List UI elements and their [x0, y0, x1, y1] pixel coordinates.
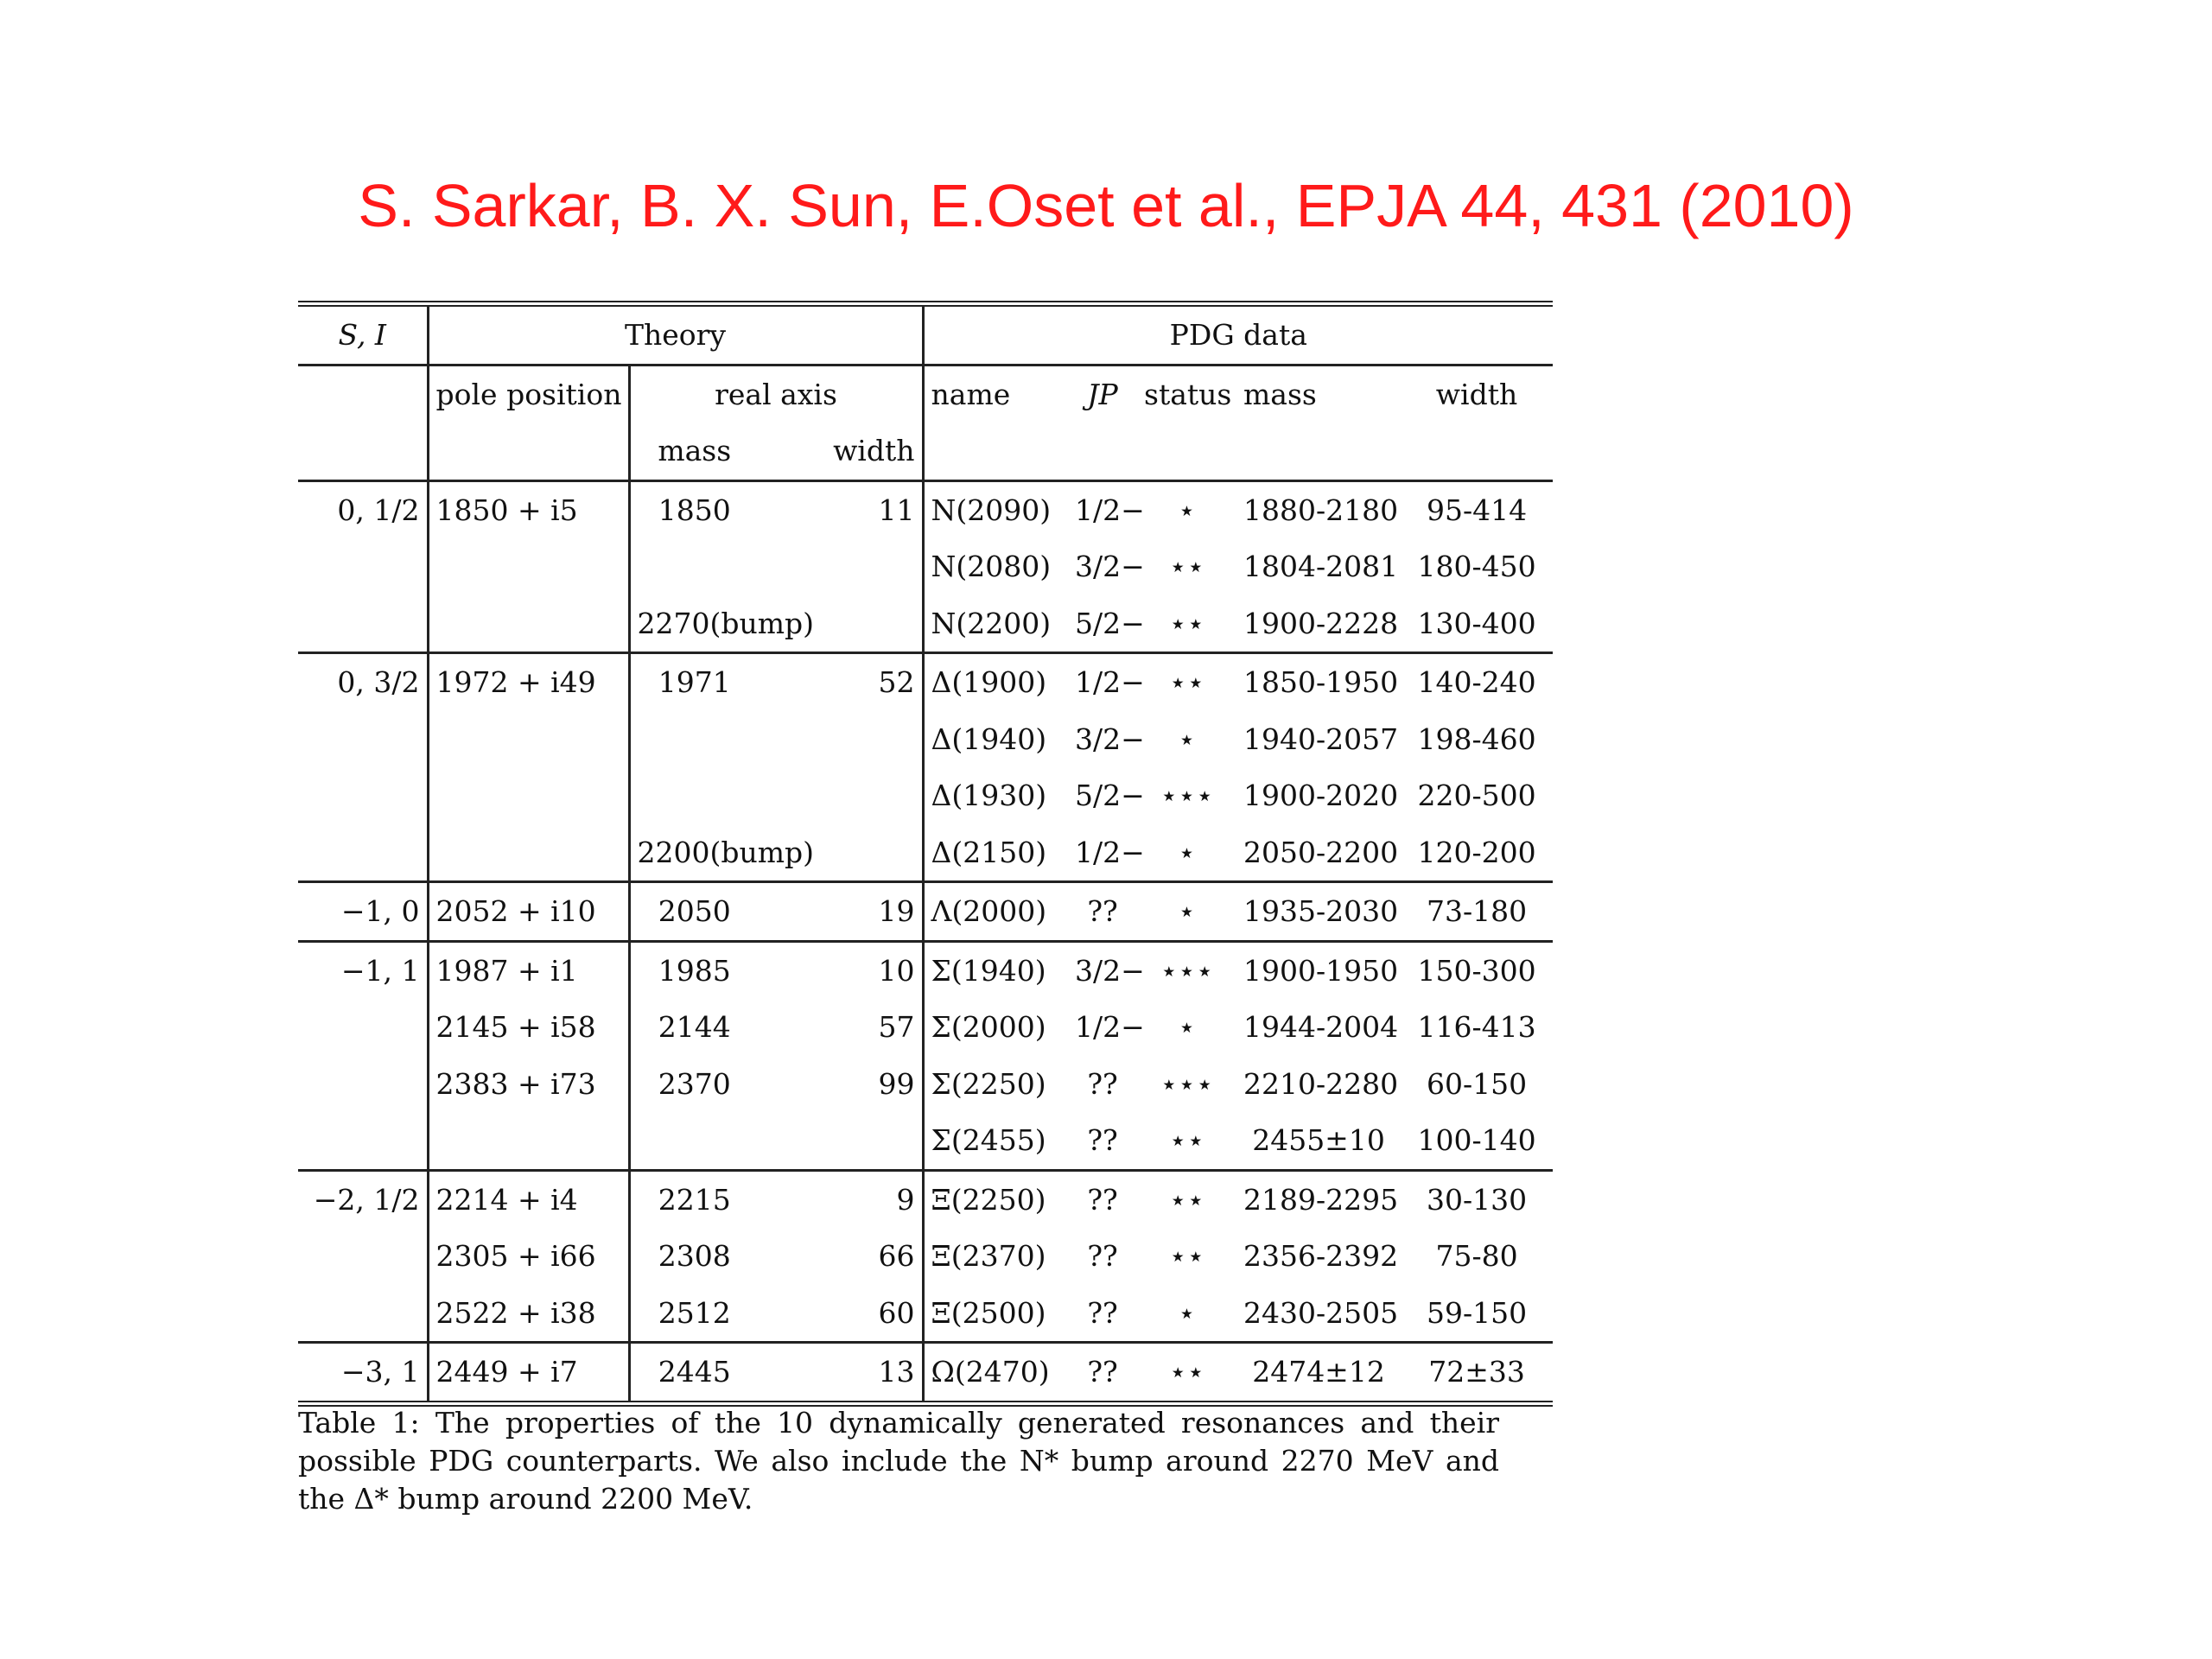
cell-name: Σ(1940)	[923, 941, 1068, 999]
cell-width: 198-460	[1417, 721, 1536, 756]
header-mass: mass	[1243, 377, 1317, 411]
cell-jp: 5/2−	[1068, 595, 1137, 653]
cell-width: 59-150	[1401, 1285, 1553, 1343]
cell-width: 30-130	[1426, 1182, 1528, 1217]
cell-real-axis-mass: 2370	[629, 1056, 759, 1113]
cell-real-axis-mass: 2445	[629, 1343, 759, 1404]
header-real-axis-width: width	[759, 423, 923, 480]
cell-pole-position: 2214 + i4	[428, 1170, 629, 1228]
cell-name: N(2090)	[923, 480, 1068, 538]
cell-real-axis-width: 9	[896, 1182, 915, 1217]
cell-pole-position	[428, 595, 629, 653]
cell-pole-position: 2305 + i66	[428, 1228, 629, 1285]
cell-mass: 2430-2505	[1236, 1285, 1401, 1343]
cell-pole-position: 1972 + i49	[428, 653, 629, 711]
table-row	[298, 653, 1553, 711]
cell-width: 72±33	[1401, 1343, 1553, 1404]
cell-pole-position: 2522 + i38	[428, 1285, 629, 1343]
cell-mass: 1900-1950	[1243, 953, 1399, 988]
table-row	[298, 767, 1553, 824]
table-caption: Table 1: The properties of the 10 dynamically generated resonances and their possible PDG counterparts. We also include the N* bump around 2270 MeV and the Δ* bump around 2200 MeV.	[298, 1406, 1499, 1516]
cell-si: 0, 1/2	[337, 493, 420, 527]
cell-si: −1, 0	[298, 882, 428, 942]
cell-si: 0, 3/2	[337, 665, 420, 700]
resonance-table-container	[298, 301, 1553, 1407]
cell-width: 180-450	[1417, 550, 1536, 584]
cell-real-axis-width: 99	[878, 1066, 915, 1101]
cell-real-axis-mass: 2050	[629, 882, 759, 942]
cell-jp: 3/2−	[1075, 953, 1145, 988]
cell-real-axis-mass: 2215	[629, 1170, 759, 1228]
cell-mass: 2474±12	[1236, 1343, 1401, 1404]
cell-width: 220-500	[1417, 779, 1536, 813]
cell-real-axis-width: 10	[878, 953, 915, 988]
cell-pole-position: 2383 + i73	[428, 1056, 629, 1113]
cell-name: N(2080)	[923, 538, 1068, 595]
cell-status: ⋆	[1137, 882, 1236, 942]
cell-status: ⋆	[1178, 493, 1196, 527]
table-row	[298, 824, 1553, 882]
table-row	[298, 1056, 1553, 1113]
cell-name: Δ(1940)	[923, 711, 1068, 768]
cell-mass: 2356-2392	[1243, 1239, 1399, 1274]
cell-si	[298, 1285, 428, 1343]
cell-si	[298, 767, 428, 824]
cell-status: ⋆⋆	[1137, 1343, 1236, 1404]
cell-real-axis-mass: 2512	[629, 1285, 759, 1343]
cell-si	[298, 1228, 428, 1285]
header-pole-position: pole position	[428, 365, 629, 423]
cell-pole-position	[428, 767, 629, 824]
cell-real-axis-mass: 1985	[629, 941, 759, 999]
table-row	[298, 711, 1553, 768]
cell-jp: ??	[1068, 1343, 1137, 1404]
cell-mass: 1940-2057	[1243, 721, 1399, 756]
cell-width: 60-150	[1426, 1066, 1528, 1101]
cell-real-axis-width: 60	[759, 1285, 923, 1343]
header-si: S, I	[298, 304, 428, 365]
cell-name: Σ(2000)	[923, 999, 1068, 1056]
cell-real-axis-mass	[629, 711, 759, 768]
cell-jp: ??	[1087, 1182, 1118, 1217]
cell-name: Ξ(2370)	[923, 1228, 1068, 1285]
header-jp	[1068, 365, 1137, 423]
cell-jp: ??	[1087, 1239, 1118, 1274]
cell-width: 75-80	[1435, 1239, 1518, 1274]
cell-si	[298, 711, 428, 768]
cell-pole-position: 1850 + i5	[428, 480, 629, 538]
cell-real-axis-width: 19	[759, 882, 923, 942]
cell-real-axis-width: 11	[878, 493, 915, 527]
header-real-axis-mass: mass	[629, 423, 759, 480]
cell-pole-position: 2052 + i10	[428, 882, 629, 942]
cell-si: −3, 1	[298, 1343, 428, 1404]
cell-width: 95-414	[1426, 493, 1528, 527]
cell-name: N(2200)	[923, 595, 1068, 653]
cell-width: 130-400	[1401, 595, 1553, 653]
cell-real-axis-width: 57	[878, 1010, 915, 1045]
cell-real-axis-width	[759, 767, 923, 824]
cell-width: 120-200	[1401, 824, 1553, 882]
cell-si: −2, 1/2	[313, 1182, 420, 1217]
header-theory: Theory	[428, 304, 923, 365]
cell-real-axis-mass: 1971	[629, 653, 759, 711]
citation-title: S. Sarkar, B. X. Sun, E.Oset et al., EPJA 44, 431 (2010)	[358, 172, 1854, 239]
cell-status: ⋆	[1137, 824, 1236, 882]
cell-jp: ??	[1087, 1066, 1118, 1101]
cell-jp: 3/2−	[1075, 721, 1145, 756]
cell-si	[298, 999, 428, 1056]
cell-mass: 2210-2280	[1243, 1066, 1399, 1101]
cell-status: ⋆	[1137, 1285, 1236, 1343]
cell-status: ⋆⋆	[1168, 1182, 1205, 1217]
cell-si	[298, 1112, 428, 1170]
cell-width: 150-300	[1417, 953, 1536, 988]
cell-real-axis-mass: 2270(bump)	[629, 595, 759, 653]
cell-real-axis-width	[759, 538, 923, 595]
cell-width: 100-140	[1401, 1112, 1553, 1170]
cell-pole-position	[428, 824, 629, 882]
table-body	[298, 480, 1553, 1403]
table-row	[298, 1285, 1553, 1343]
cell-real-axis-mass	[629, 767, 759, 824]
cell-status: ⋆⋆	[1168, 665, 1205, 700]
cell-jp: 1/2−	[1075, 1010, 1145, 1045]
cell-name: Σ(2250)	[923, 1056, 1068, 1113]
table-row	[298, 1170, 1553, 1228]
cell-real-axis-width	[759, 1112, 923, 1170]
table-row	[298, 999, 1553, 1056]
cell-status: ⋆⋆	[1137, 1112, 1236, 1170]
cell-status: ⋆⋆⋆	[1160, 779, 1214, 813]
cell-status: ⋆⋆⋆	[1160, 1066, 1214, 1101]
cell-status: ⋆⋆	[1168, 1239, 1205, 1274]
header-width: width	[1435, 377, 1518, 411]
cell-si: −1, 1	[340, 953, 420, 988]
cell-name: Σ(2455)	[923, 1112, 1068, 1170]
cell-jp: ??	[1068, 882, 1137, 942]
cell-mass: 1880-2180	[1243, 493, 1399, 527]
header-status: status	[1144, 377, 1232, 411]
cell-mass: 1944-2004	[1243, 1010, 1399, 1045]
cell-real-axis-mass	[629, 1112, 759, 1170]
cell-jp: 5/2−	[1075, 779, 1145, 813]
cell-status: ⋆⋆⋆	[1160, 953, 1214, 988]
cell-real-axis-width	[759, 711, 923, 768]
cell-name: Ξ(2500)	[923, 1285, 1068, 1343]
cell-real-axis-mass: 1850	[629, 480, 759, 538]
cell-width: 140-240	[1417, 665, 1536, 700]
cell-pole-position	[428, 711, 629, 768]
cell-jp: ??	[1068, 1285, 1137, 1343]
cell-width: 116-413	[1417, 1010, 1536, 1045]
cell-pole-position: 2449 + i7	[428, 1343, 629, 1404]
table-row	[298, 1228, 1553, 1285]
table-row	[298, 1343, 1553, 1404]
cell-si	[298, 824, 428, 882]
table-row	[298, 595, 1553, 653]
cell-status: ⋆⋆	[1137, 595, 1236, 653]
cell-jp: 1/2−	[1075, 493, 1145, 527]
cell-name: Δ(1930)	[923, 767, 1068, 824]
cell-pole-position	[428, 1112, 629, 1170]
cell-real-axis-width: 66	[878, 1239, 915, 1274]
cell-width: 73-180	[1401, 882, 1553, 942]
cell-jp: 3/2−	[1075, 550, 1145, 584]
cell-status: ⋆⋆	[1168, 550, 1205, 584]
cell-si	[298, 1056, 428, 1113]
cell-status: ⋆	[1178, 1010, 1196, 1045]
cell-jp: ??	[1068, 1112, 1137, 1170]
table-row	[298, 882, 1553, 942]
cell-si	[298, 595, 428, 653]
header-real-axis: real axis	[629, 365, 923, 423]
cell-mass: 1850-1950	[1243, 665, 1399, 700]
table-row	[298, 538, 1553, 595]
table-row	[298, 941, 1553, 999]
header-jp-text: JP	[1087, 377, 1118, 411]
cell-pole-position: 2145 + i58	[428, 999, 629, 1056]
cell-name: Λ(2000)	[923, 882, 1068, 942]
cell-si	[298, 538, 428, 595]
cell-mass: 2455±10	[1236, 1112, 1401, 1170]
cell-name: Ω(2470)	[923, 1343, 1068, 1404]
cell-pole-position: 1987 + i1	[428, 941, 629, 999]
cell-real-axis-mass: 2144	[629, 999, 759, 1056]
cell-mass: 1804-2081	[1243, 550, 1399, 584]
cell-jp: 1/2−	[1075, 665, 1145, 700]
cell-name: Δ(2150)	[923, 824, 1068, 882]
cell-jp: 1/2−	[1068, 824, 1137, 882]
cell-real-axis-mass: 2308	[629, 1228, 759, 1285]
cell-mass: 2050-2200	[1236, 824, 1401, 882]
cell-real-axis-width: 52	[878, 665, 915, 700]
cell-real-axis-mass: 2200(bump)	[629, 824, 759, 882]
cell-real-axis-width: 13	[759, 1343, 923, 1404]
cell-mass: 1935-2030	[1236, 882, 1401, 942]
cell-mass: 2189-2295	[1243, 1182, 1399, 1217]
table-row	[298, 1112, 1553, 1170]
cell-mass: 1900-2228	[1236, 595, 1401, 653]
resonance-table	[298, 301, 1553, 1407]
header-name: name	[923, 365, 1068, 423]
cell-mass: 1900-2020	[1243, 779, 1399, 813]
cell-real-axis-mass	[629, 538, 759, 595]
header-pdg: PDG data	[923, 304, 1553, 365]
cell-name: Δ(1900)	[923, 653, 1068, 711]
cell-name: Ξ(2250)	[923, 1170, 1068, 1228]
table-row	[298, 480, 1553, 538]
cell-status: ⋆	[1178, 721, 1196, 756]
cell-pole-position	[428, 538, 629, 595]
